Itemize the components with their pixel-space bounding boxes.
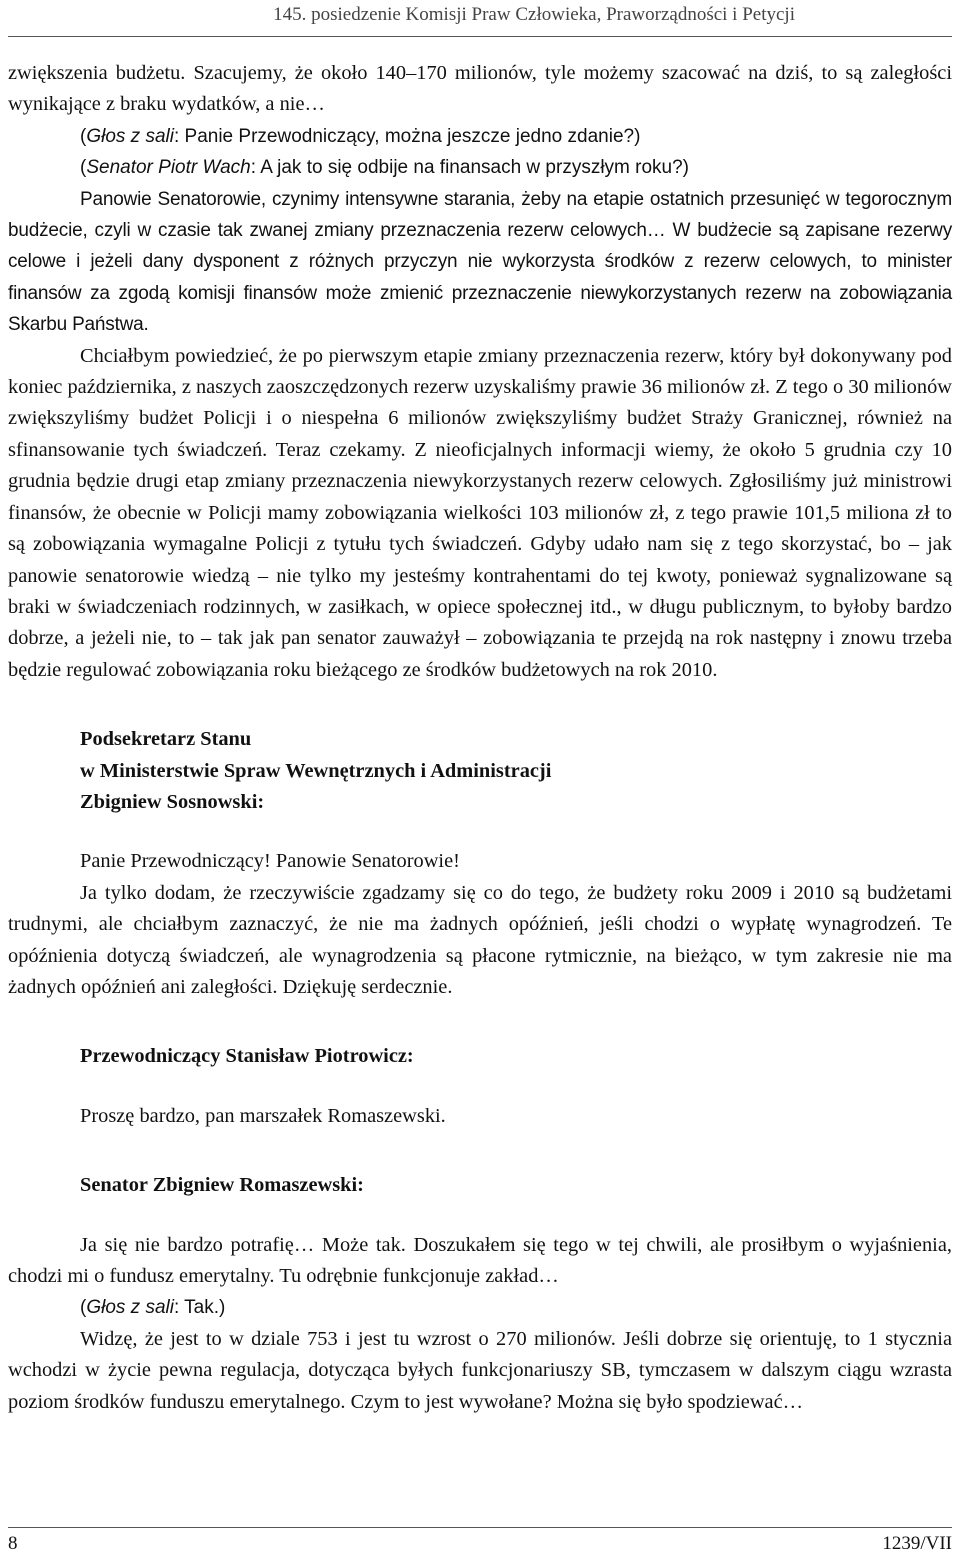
speech-greeting: Panie Przewodniczący! Panowie Senatorowie!: [80, 850, 460, 873]
speech-body: Ja się nie bardzo potrafię… Może tak. Doszukałem się tego w tej chwili, ale prosiłbym o wyjaśnienia, chodzi mi o fundusz emerytalny. Tu odrębnie funkcjonuje zakład…: [8, 1233, 952, 1287]
page-number: 8: [8, 1533, 18, 1554]
interjection-audience: (Głos z sali: Panie Przewodniczący, można jeszcze jedno zdanie?): [80, 125, 641, 147]
speech-body: Widzę, że jest to w dziale 753 i jest tu wzrost o 270 milionów. Jeśli dobrze się orientuję, to 1 stycznia wchodzi w życie pewna regulacja, dotycząca byłych funkcjonariuszy SB, tymczasem w dalszym ciągu wzrasta poziom środków funduszu emerytalnego. Czym to jest wywołane? Można się było spodziewać…: [8, 1327, 952, 1413]
speaker-heading-ministry: w Ministerstwie Spraw Wewnętrznych i Administracji: [80, 759, 552, 782]
paragraph-reserves: Panowie Senatorowie, czynimy intensywne starania, żeby na etapie ostatnich przesunięć w tegorocznym budżecie, czyli w czasie tak zwanej zmiany przeznaczenia rezerw celowych… W budżecie są zapisane rezerwy celowe i jeżeli dany dysponent z różnych przyczyn nie wykorzysta środków z rezerw celowych, to minister finansów za zgodą komisji finansów może zmienić przeznaczenie niewykorzystanych rezerw na zobowiązania Skarbu Państwa.: [8, 188, 952, 336]
document-body: [8, 58, 952, 1418]
speaker-heading-senator: Senator Zbigniew Romaszewski:: [80, 1174, 364, 1197]
interjection-speaker: Senator Piotr Wach: [86, 157, 251, 179]
speech-body: Proszę bardzo, pan marszałek Romaszewski.: [80, 1104, 446, 1127]
speaker-heading: Podsekretarz Stanu: [80, 728, 252, 751]
running-header: [0, 0, 960, 38]
paragraph-continuation: zwiększenia budżetu. Szacujemy, że około 140–170 milionów, tyle możemy szacować na dziś, to są zaległości wynikające z braku wydatków, a nie…: [8, 62, 952, 116]
header-title: 145. posiedzenie Komisji Praw Człowieka, Praworządności i Petycji: [273, 4, 795, 25]
interjection-speaker: Głos z sali: [86, 125, 174, 147]
interjection-senator: (Senator Piotr Wach: A jak to się odbije na finansach w przyszłym roku?): [80, 157, 689, 179]
document-id: 1239/VII: [882, 1533, 952, 1554]
footer-divider: [8, 1527, 952, 1528]
interjection-text: : Tak.): [173, 1297, 226, 1319]
interjection-audience: (Głos z sali: Tak.): [80, 1297, 226, 1319]
interjection-speaker: Głos z sali: [86, 1297, 174, 1319]
speaker-heading-chairman: Przewodniczący Stanisław Piotrowicz:: [80, 1045, 414, 1068]
interjection-text: : Panie Przewodniczący, można jeszcze jedno zdanie?): [173, 125, 641, 147]
speaker-heading-name: Zbigniew Sosnowski:: [80, 790, 265, 813]
paragraph-budget-details: Chciałbym powiedzieć, że po pierwszym etapie zmiany przeznaczenia rezerw, który był dokonywany pod koniec października, z naszych zaoszczędzonych rezerw uzyskaliśmy prawie 36 milionów zł. Z tego o 30 milionów zwiększyliśmy budżet Policji i o niespełna 6 milionów zwiększyliśmy budżet Straży Granicznej, również na sfinansowanie tych świadczeń. Teraz czekamy. Z nieoficjalnych informacji wiemy, że około 5 grudnia czy 10 grudnia będzie drugi etap zmiany przeznaczenia niewykorzystanych rezerw celowych. Zgłosiliśmy już ministrowi finansów, że obecnie w Policji mamy zobowiązania wielkości 103 milionów zł, z tego prawie 101,5 miliona zł to są zobowiązania wymagalne Policji z tytułu tych świadczeń. Gdyby udało nam się z tego skorzystać, bo – jak panowie senatorowie wiedzą – nie tylko my jesteśmy kontrahentami do tej kwoty, ponieważ sygnalizowane są braki w świadczeniach rodzinnych, w zasiłkach, w opiece społecznej itd., w długu publicznym, to byłoby bardzo dobrze, a jeżeli nie, to – tak jak pan senator zauważył – zobowiązania te przejdą na rok następny i znowu trzeba będzie regulować zobowiązania roku bieżącego ze środków budżetowych na rok 2010.: [8, 344, 952, 681]
header-divider: [8, 36, 952, 37]
interjection-text: : A jak to się odbije na finansach w przyszłym roku?): [250, 157, 689, 179]
speech-body: Ja tylko dodam, że rzeczywiście zgadzamy się co do tego, że budżety roku 2009 i 2010 są budżetami trudnymi, ale chciałbym zaznaczyć, że nie ma żadnych opóźnień, jeśli chodzi o wypłatę wynagrodzeń. Te opóźnienia dotyczą świadczeń, ale wynagrodzenia są płacone rytmicznie, na bieżąco, w tym zakresie nie ma żadnych opóźnień ani zaległości. Dziękuję serdecznie.: [8, 881, 952, 998]
